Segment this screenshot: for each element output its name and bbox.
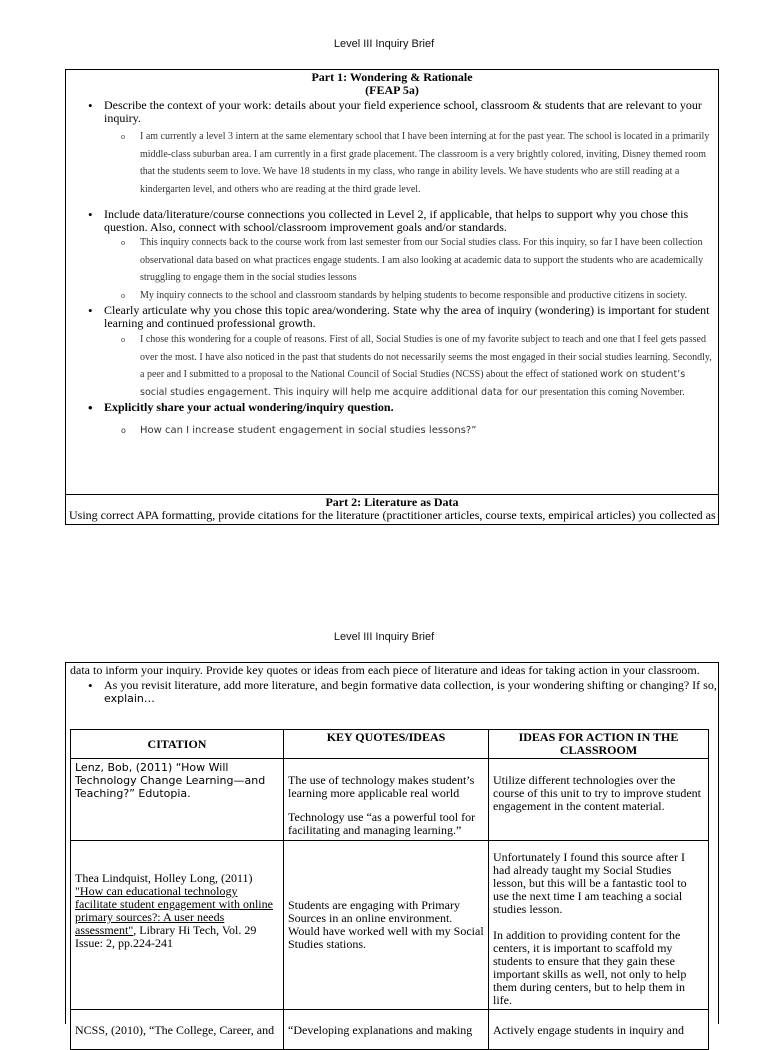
bullet-context [66, 99, 718, 198]
part2-intro-line1: Using correct APA formatting, provide citations for the literature (practitioner articles, course texts, empirical articles) you collected as [69, 508, 716, 522]
sub-data-2: o My inquiry connects to the school and classroom standards by helping students to become responsible and productive citizens in society. [104, 287, 718, 305]
part2-intro-line2: data to inform your inquiry. Provide key quotes or ideas from each piece of literature and ideas for taking action in your classroom. [70, 663, 700, 677]
sub-why-b: work on student’s social studies engagement. This inquiry will help me acquire additional data for our [140, 369, 686, 398]
action-cell [489, 759, 709, 841]
quotes-text: Students are engaging with Primary Sources in an online environment. Would have worked well with my Social Studies stations. [288, 898, 484, 951]
citation-cell [71, 759, 284, 841]
sub-why [104, 331, 718, 401]
part1-feap: (FEAP 5a) [365, 83, 419, 97]
quotes-cell [284, 1010, 489, 1050]
citation-text: NCSS, (2010), “The College, Career, and [75, 1023, 275, 1037]
part1-box [65, 69, 719, 525]
bullet-data-text: Include data/literature/course connections you collected in Level 2, if applicable, that helps to support why you chose this question. Also, connect with school/classroom improvement goals and/or standards. [104, 207, 689, 234]
table-header-row [71, 730, 709, 759]
page-header: Level III Inquiry Brief [333, 38, 435, 50]
sub-why-c: presentation this coming November. [539, 386, 685, 398]
action-text: Utilize different technologies over the course of this unit to try to improve student engagement in the content material. [493, 773, 701, 813]
part1-title: Part 1: Wondering & Rationale [311, 70, 473, 84]
action-cell [489, 1010, 709, 1050]
bullet-revisit-explain: explain… [104, 692, 155, 705]
bullet-revisit [66, 679, 718, 705]
citation-text: Thea Lindquist, Holley Long, (2011) [75, 871, 253, 885]
bullet-question-text: Explicitly share your actual wondering/inquiry question. [104, 400, 394, 414]
quotes-cell [284, 841, 489, 1010]
citation-cell [71, 841, 284, 1010]
bullet-data [66, 208, 718, 304]
table-row [71, 1010, 709, 1050]
quotes-text: The use of technology makes student’s learning more applicable real world [288, 773, 475, 800]
quotes-text: “Developing explanations and making [288, 1023, 473, 1037]
citation-cell [71, 1010, 284, 1050]
table-row [71, 841, 709, 1010]
bullet-why [66, 304, 718, 401]
literature-table [70, 729, 709, 1050]
part2-box [65, 662, 719, 1037]
citation-text-2: , Library Hi Tech, Vol. 29 Issue: 2, pp.224-241 [75, 923, 257, 950]
part1-list [66, 99, 718, 440]
citation-link[interactable]: "How can educational technology facilitate student engagement with online primary sources?: A user needs assessment" [75, 884, 273, 937]
sub-data-1: o This inquiry connects back to the course work from last semester from our Social studies class. For this inquiry, so far I have been collection observational data based on what practices engage students. I am also looking at academic data to support the students who are academically struggling to engage them in the social studies lessons [104, 234, 718, 287]
page-header-2: Level III Inquiry Brief [333, 631, 435, 643]
bullet-question [66, 401, 718, 440]
bullet-context-text: Describe the context of your work: details about your field experience school, classroom & students that are relevant to your inquiry. [104, 98, 702, 125]
citation-text: Lenz, Bob, (2011) “How Will Technology Change Learning—and Teaching?” Edutopia. [75, 761, 266, 800]
sub-why-a: I chose this wondering for a couple of reasons. First of all, Social Studies is one of my favorite subject to teach and one that I feel gets passed over the most. I have also noticed in the past that students do not necessarily seems the most engaged in their social studies learning. Secondly, a peer and I submitted to a proposal to the National Council of Social Studies (NCSS) about the effect of stationed [140, 334, 712, 380]
table-row [71, 759, 709, 841]
part2-title: Part 2: Literature as Data [325, 495, 459, 509]
action-cell [489, 841, 709, 1010]
action-text-2: In addition to providing content for the centers, it is important to scaffold my students to ensure that they gain these important skills as well, not only to help them during centers, but to help them in life. [493, 928, 687, 1007]
sub-context: o I am currently a level 3 intern at the same elementary school that I have been interning at for the past year. The school is located in a primarily middle-class suburban area. I am currently in a first grade placement. The classroom is a very brightly colored, inviting, Disney themed room that the students seem to love. We have 18 students in my class, who range in ability levels. We have students who are still reading at a kindergarten level, and others who are reading at the third grade level. [104, 128, 718, 198]
bullet-why-text: Clearly articulate why you chose this topic area/wondering. State why the area of inquiry (wondering) is important for student learning and continued professional growth. [104, 303, 710, 330]
bullet-revisit-text: As you revisit literature, add more literature, and begin formative data collection, is your wondering shifting or changing? If so, [104, 678, 717, 692]
action-text: Unfortunately I found this source after I had already taught my Social Studies lesson, but this will be a fantastic tool to use the next time I am teaching a social studies lesson. [493, 850, 687, 916]
col-header-action: IDEAS FOR ACTION IN THE CLASSROOM [489, 730, 709, 759]
col-header-citation: CITATION [71, 730, 284, 759]
quotes-cell [284, 759, 489, 841]
action-text: Actively engage students in inquiry and [493, 1023, 684, 1037]
col-header-quotes: KEY QUOTES/IDEAS [284, 730, 489, 759]
quotes-text-2: Technology use “as a powerful tool for facilitating and managing learning.” [288, 810, 476, 837]
sub-question: o How can I increase student engagement in social studies lessons?” [104, 422, 718, 440]
